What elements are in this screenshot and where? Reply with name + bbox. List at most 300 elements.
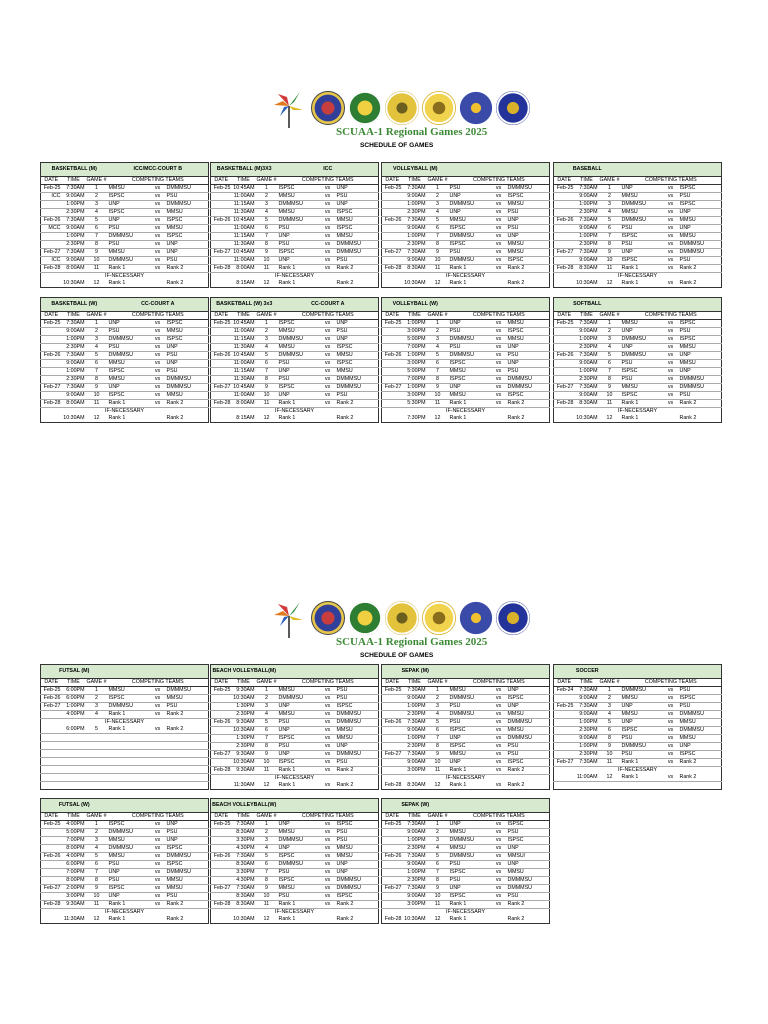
cell-game: 1 xyxy=(86,320,108,328)
table-row xyxy=(41,368,209,376)
cell-team-a: MMSU xyxy=(108,837,150,845)
cell-time: 2:30PM xyxy=(232,711,256,719)
cell-time: 7:30AM xyxy=(232,885,256,893)
table-row xyxy=(382,861,550,869)
table-row xyxy=(211,352,379,360)
table-row xyxy=(211,217,379,225)
col-teams: COMPETING TEAMS xyxy=(449,679,550,687)
cell-time: 7:30PM xyxy=(403,415,427,423)
cell-vs: vs xyxy=(491,320,507,328)
table-row xyxy=(211,193,379,201)
cell-vs: vs xyxy=(150,368,166,376)
cell-time: 11:30AM xyxy=(232,344,256,352)
cell-date: Feb-27 xyxy=(211,249,232,257)
cell-team-b: PSU xyxy=(336,695,379,703)
col-teams: COMPETING TEAMS xyxy=(108,813,209,821)
cell-team-b: DMMMSU xyxy=(507,185,550,193)
cell-date: ICC xyxy=(41,193,62,201)
cell-team-b: DMMMSU xyxy=(166,185,209,193)
cell-date xyxy=(382,257,403,265)
cell-game: 11 xyxy=(256,767,278,775)
cell-time: 10:45AM xyxy=(233,217,255,223)
cell-date: Feb-26 xyxy=(41,853,62,861)
cell-game: 10 xyxy=(86,257,108,265)
col-date: DATE xyxy=(382,813,403,821)
cell-time: 7:30AM xyxy=(575,320,599,328)
cell-game: 11 xyxy=(256,901,278,909)
cell-date xyxy=(382,360,403,368)
table-row xyxy=(382,257,550,265)
cell-game: 6 xyxy=(599,225,621,233)
cell-team-b: MMSU xyxy=(507,336,550,344)
cell-time: 1:00PM xyxy=(62,368,86,376)
cell-team-b: ISPSC xyxy=(679,201,722,209)
cell-time: 10:30AM xyxy=(233,916,255,922)
cell-game: 11 xyxy=(256,265,278,273)
cell-time: 7:30AM xyxy=(62,185,86,193)
table-row xyxy=(554,719,722,727)
cell-game: 7 xyxy=(427,869,449,877)
cell-team-a: MMSU xyxy=(278,209,320,217)
cell-time: 7:30AM xyxy=(575,687,599,695)
cell-time: 11:00AM xyxy=(232,225,256,233)
table-header-row xyxy=(41,163,209,177)
cell-team-b: ISPSC xyxy=(336,209,379,217)
cell-time: 9:30AM xyxy=(232,767,256,775)
cell-team-a: Rank 1 xyxy=(449,415,491,423)
cell-time: 7:30AM xyxy=(575,352,599,360)
cell-time: 10:45AM xyxy=(233,185,255,191)
seal-1-icon xyxy=(311,601,345,635)
cell-time xyxy=(62,774,86,782)
cell-game: 8 xyxy=(427,877,449,885)
cell-time: 9:00AM xyxy=(575,225,599,233)
cell-team-b: DMMMSU xyxy=(166,853,209,861)
if-necessary-label: IF-NECESSARY xyxy=(211,273,379,281)
cell-team-b: UNP xyxy=(166,249,209,257)
table-row xyxy=(382,384,550,392)
if-necessary-row xyxy=(554,408,722,416)
cell-time xyxy=(62,782,86,790)
cell-game: 6 xyxy=(427,225,449,233)
cell-game: 2 xyxy=(86,695,108,703)
cell-team-a: PSU xyxy=(278,719,320,727)
cell-time: 7:30AM xyxy=(575,217,599,225)
cell-team-a: PSU xyxy=(621,360,663,368)
table-row xyxy=(211,328,379,336)
schedule-table xyxy=(40,297,209,423)
cell-date: Feb-26 xyxy=(211,352,232,360)
table-row xyxy=(382,392,550,400)
cell-team-b: PSU xyxy=(166,703,209,711)
table-row xyxy=(41,782,209,790)
cell-game: 9 xyxy=(86,249,108,257)
table-row xyxy=(382,885,550,893)
table-row xyxy=(382,711,550,719)
cell-team-a: ISPSC xyxy=(108,821,150,829)
cell-vs xyxy=(150,758,166,766)
cell-team-b: ISPSC xyxy=(679,185,722,193)
cell-game: 8 xyxy=(256,877,278,885)
cell-game: 10 xyxy=(256,392,278,400)
cell-team-a: Rank 1 xyxy=(278,280,320,288)
cell-team-a: MMSU xyxy=(449,829,491,837)
cell-team-b: ISPSC xyxy=(166,845,209,853)
cell-vs xyxy=(150,766,166,774)
table-row xyxy=(211,368,379,376)
cell-time: 9:00AM xyxy=(62,328,86,336)
cell-team-a: UNP xyxy=(108,320,150,328)
cell-team-a: Rank 1 xyxy=(278,767,320,775)
cell-vs: vs xyxy=(663,759,679,767)
cell-time: 3:00PM xyxy=(403,392,427,400)
cell-date xyxy=(554,328,575,336)
cell-game: 5 xyxy=(256,217,278,225)
cell-date: Feb-25 xyxy=(382,821,403,829)
cell-vs: vs xyxy=(491,711,507,719)
cell-team-a: DMMMSU xyxy=(449,837,491,845)
banner-title: SCUAA-1 Regional Games 2025 xyxy=(336,636,488,648)
cell-time: 1:30PM xyxy=(232,703,256,711)
cell-date: Feb-25 xyxy=(382,687,403,695)
table-row xyxy=(554,257,722,265)
column-header-row xyxy=(382,312,550,320)
table-row xyxy=(41,758,209,766)
cell-team-b: PSU xyxy=(336,392,379,400)
logo-strip-page1 xyxy=(272,88,533,128)
cell-team-a: ISPSC xyxy=(108,392,150,400)
cell-time: 9:30AM xyxy=(62,901,86,909)
cell-date xyxy=(211,893,232,901)
table-row xyxy=(382,280,550,288)
col-date: DATE xyxy=(382,679,403,687)
cell-time: 2:30PM xyxy=(62,376,86,384)
table-row xyxy=(41,893,209,901)
cell-team-b: UNP xyxy=(679,368,722,376)
seal-2-icon xyxy=(348,91,382,125)
cell-game: 3 xyxy=(427,336,449,344)
cell-date xyxy=(554,782,575,790)
schedule-table xyxy=(381,297,550,423)
table-row xyxy=(41,352,209,360)
cell-time: 7:30AM xyxy=(232,853,256,861)
cell-date xyxy=(554,774,575,782)
cell-team-b: MMSU xyxy=(166,695,209,703)
cell-date xyxy=(41,877,62,885)
cell-team-b: Rank 2 xyxy=(507,415,550,423)
cell-team-a: DMMMSU xyxy=(449,853,491,861)
cell-team-a: ISPSC xyxy=(108,368,150,376)
table-row xyxy=(211,703,379,711)
cell-time: 10:45AM xyxy=(233,384,255,390)
cell-game: 9 xyxy=(86,885,108,893)
cell-team-b: DMMMSU xyxy=(166,201,209,209)
cell-game: 2 xyxy=(86,193,108,201)
table-header-row xyxy=(382,163,550,177)
column-header-row xyxy=(554,312,722,320)
cell-vs: vs xyxy=(663,392,679,400)
cell-date xyxy=(41,360,62,368)
cell-date: Feb-28 xyxy=(211,901,232,909)
cell-team-a: PSU xyxy=(449,861,491,869)
cell-game: 4 xyxy=(86,209,108,217)
cell-vs: vs xyxy=(663,368,679,376)
cell-time xyxy=(62,766,86,774)
cell-time: 11:15AM xyxy=(232,201,256,209)
cell-team-b: Rank 2 xyxy=(166,265,209,273)
cell-date: Feb-25 xyxy=(41,687,62,695)
cell-time: 2:30PM xyxy=(403,743,427,751)
cell-team-b: ISPSC xyxy=(507,328,550,336)
cell-team-a: DMMMSU xyxy=(621,336,663,344)
cell-game: 5 xyxy=(599,719,621,727)
cell-team-b: UNP xyxy=(336,320,379,328)
cell-team-b: DMMMSU xyxy=(679,711,722,719)
table-row xyxy=(382,877,550,885)
cell-team-a: DMMMSU xyxy=(108,352,150,360)
cell-time: 9:00AM xyxy=(403,759,427,767)
cell-time: 9:00AM xyxy=(403,861,427,869)
cell-team-b: UNP xyxy=(336,869,379,877)
cell-game: 2 xyxy=(256,193,278,201)
cell-date xyxy=(554,735,575,743)
cell-time: 8:15AM xyxy=(232,415,256,423)
cell-date xyxy=(382,376,403,384)
cell-vs: vs xyxy=(320,821,336,829)
cell-time: 5:00PM xyxy=(62,829,86,837)
cell-team-a: Rank 1 xyxy=(108,280,150,288)
cell-vs: vs xyxy=(663,751,679,759)
table-row xyxy=(211,376,379,384)
cell-date xyxy=(211,782,232,790)
cell-team-a: Rank 1 xyxy=(621,265,663,273)
schedule-table xyxy=(210,297,379,423)
table-row xyxy=(211,837,379,845)
cell-game xyxy=(86,766,108,774)
cell-vs: vs xyxy=(320,193,336,201)
seal-4-icon xyxy=(422,601,456,635)
cell-game: 10 xyxy=(599,257,621,265)
cell-time: 3:00PM xyxy=(403,360,427,368)
table-header-row xyxy=(554,665,722,679)
cell-team-b: PSU xyxy=(507,209,550,217)
cell-game xyxy=(86,782,108,790)
if-necessary-row xyxy=(211,273,379,281)
cell-team-b: Rank 2 xyxy=(336,400,379,408)
cell-vs: vs xyxy=(663,352,679,360)
cell-time: 7:30AM xyxy=(403,885,427,893)
cell-vs: vs xyxy=(320,265,336,273)
cell-date xyxy=(211,861,232,869)
cell-vs: vs xyxy=(491,241,507,249)
cell-game: 11 xyxy=(86,265,108,273)
table-row xyxy=(211,727,379,735)
cell-team-b: Rank 2 xyxy=(166,901,209,909)
cell-vs: vs xyxy=(320,751,336,759)
cell-game: 5 xyxy=(86,352,108,360)
cell-game: 8 xyxy=(86,241,108,249)
cell-vs xyxy=(150,742,166,750)
cell-team-a: PSU xyxy=(278,893,320,901)
table-row xyxy=(554,368,722,376)
cell-time: 3:00PM xyxy=(62,893,86,901)
cell-vs: vs xyxy=(320,249,336,257)
table-row xyxy=(211,735,379,743)
cell-date xyxy=(382,877,403,885)
cell-date: Feb-25 xyxy=(554,185,575,193)
cell-date xyxy=(382,368,403,376)
cell-game: 11 xyxy=(427,767,449,775)
cell-time: 9:00AM xyxy=(575,695,599,703)
cell-time: 7:30AM xyxy=(575,703,599,711)
cell-game: 12 xyxy=(427,782,449,790)
cell-team-b: MMSU xyxy=(507,201,550,209)
cell-team-a: UNP xyxy=(278,821,320,829)
cell-team-a: UNP xyxy=(449,735,491,743)
table-row xyxy=(41,695,209,703)
cell-date xyxy=(382,901,403,909)
cell-game: 3 xyxy=(86,703,108,711)
if-necessary-row xyxy=(382,408,550,416)
table-row xyxy=(554,320,722,328)
cell-time: 9:00AM xyxy=(403,193,427,201)
cell-date xyxy=(41,233,62,241)
cell-team-a: ISPSC xyxy=(621,368,663,376)
cell-vs: vs xyxy=(320,845,336,853)
cell-vs: vs xyxy=(150,384,166,392)
cell-date xyxy=(382,735,403,743)
cell-date xyxy=(554,751,575,759)
venue-label xyxy=(278,665,379,679)
cell-vs: vs xyxy=(320,368,336,376)
cell-vs: vs xyxy=(491,392,507,400)
cell-date xyxy=(382,400,403,408)
if-necessary-row xyxy=(554,767,722,775)
cell-team-b: MMSU xyxy=(679,233,722,241)
cell-date: Feb-27 xyxy=(41,885,62,893)
cell-team-a: DMMMSU xyxy=(278,837,320,845)
table-row xyxy=(382,703,550,711)
venue-label: CC-COURT A xyxy=(278,298,379,312)
cell-vs xyxy=(491,280,507,288)
cell-team-b: UNP xyxy=(336,336,379,344)
cell-vs: vs xyxy=(491,829,507,837)
sport-title: SOCCER xyxy=(554,665,621,679)
cell-time: 11:30AM xyxy=(232,209,256,217)
cell-time: 8:00PM xyxy=(62,877,86,885)
if-necessary-label: IF-NECESSARY xyxy=(41,273,209,281)
cell-team-b: MMSU xyxy=(336,853,379,861)
cell-date xyxy=(211,727,232,735)
cell-date xyxy=(41,280,62,288)
cell-vs: vs xyxy=(491,861,507,869)
table-row xyxy=(382,695,550,703)
cell-date: Feb-25 xyxy=(211,821,232,829)
table-row xyxy=(554,687,722,695)
cell-time: 11:00AM xyxy=(232,193,256,201)
cell-time xyxy=(62,742,86,750)
table-row xyxy=(554,782,722,790)
table-row xyxy=(41,901,209,909)
cell-team-a: DMMMSU xyxy=(108,829,150,837)
cell-vs: vs xyxy=(663,280,679,288)
cell-time xyxy=(575,782,599,790)
cell-team-b: Rank 2 xyxy=(679,415,722,423)
cell-date xyxy=(382,336,403,344)
cell-team-a: Rank 1 xyxy=(278,415,320,423)
if-necessary-row xyxy=(41,719,209,727)
cell-team-a: ISPSC xyxy=(278,384,320,392)
cell-vs: vs xyxy=(663,249,679,257)
cell-date xyxy=(382,759,403,767)
cell-vs: vs xyxy=(491,360,507,368)
cell-vs: vs xyxy=(150,185,166,193)
if-necessary-label: IF-NECESSARY xyxy=(211,408,379,416)
table-row xyxy=(41,193,209,201)
cell-date xyxy=(41,415,62,423)
col-date: DATE xyxy=(554,177,575,185)
col-game: GAME # xyxy=(86,813,107,819)
cell-time: 7:30AM xyxy=(575,384,599,392)
cell-game: 10 xyxy=(256,257,278,265)
cell-game: 11 xyxy=(599,400,621,408)
table-row xyxy=(211,869,379,877)
if-necessary-row xyxy=(41,273,209,281)
cell-game: 2 xyxy=(256,328,278,336)
cell-team-a: MMSU xyxy=(449,368,491,376)
cell-team-b: UNP xyxy=(166,360,209,368)
cell-vs xyxy=(663,782,679,790)
cell-time: 8:30AM xyxy=(403,265,427,273)
cell-date xyxy=(211,376,232,384)
venue-label xyxy=(621,665,722,679)
cell-date xyxy=(41,711,62,719)
table-row xyxy=(211,719,379,727)
cell-vs: vs xyxy=(663,774,679,782)
cell-team-b: ISPSC xyxy=(166,861,209,869)
cell-date xyxy=(382,233,403,241)
table-row xyxy=(554,751,722,759)
cell-team-b: MMSU xyxy=(336,217,379,225)
cell-date xyxy=(211,695,232,703)
cell-vs: vs xyxy=(150,845,166,853)
table-row xyxy=(41,233,209,241)
cell-vs: vs xyxy=(663,328,679,336)
cell-date xyxy=(211,336,232,344)
cell-vs: vs xyxy=(663,743,679,751)
cell-team-b: UNP xyxy=(507,233,550,241)
cell-game: 4 xyxy=(86,711,108,719)
cell-time: 2:30PM xyxy=(62,209,86,217)
col-teams: COMPETING TEAMS xyxy=(449,813,550,821)
cell-game: 3 xyxy=(256,837,278,845)
cell-team-a: MMSU xyxy=(108,249,150,257)
cell-team-a: ISPSC xyxy=(449,893,491,901)
col-teams: COMPETING TEAMS xyxy=(621,177,722,185)
cell-team-b: PSU xyxy=(166,257,209,265)
cell-vs: vs xyxy=(150,336,166,344)
cell-game: 8 xyxy=(256,743,278,751)
table-row xyxy=(41,328,209,336)
cell-team-a: PSU xyxy=(621,751,663,759)
sport-title: BEACH VOLLEYBALL(M) xyxy=(211,665,278,679)
cell-team-b: PSU xyxy=(166,368,209,376)
cell-team-a: ISPSC xyxy=(278,759,320,767)
sport-title: VOLLEYBALL (W) xyxy=(382,298,449,312)
table-row xyxy=(41,265,209,273)
col-teams: COMPETING TEAMS xyxy=(621,312,722,320)
cell-vs: vs xyxy=(150,352,166,360)
